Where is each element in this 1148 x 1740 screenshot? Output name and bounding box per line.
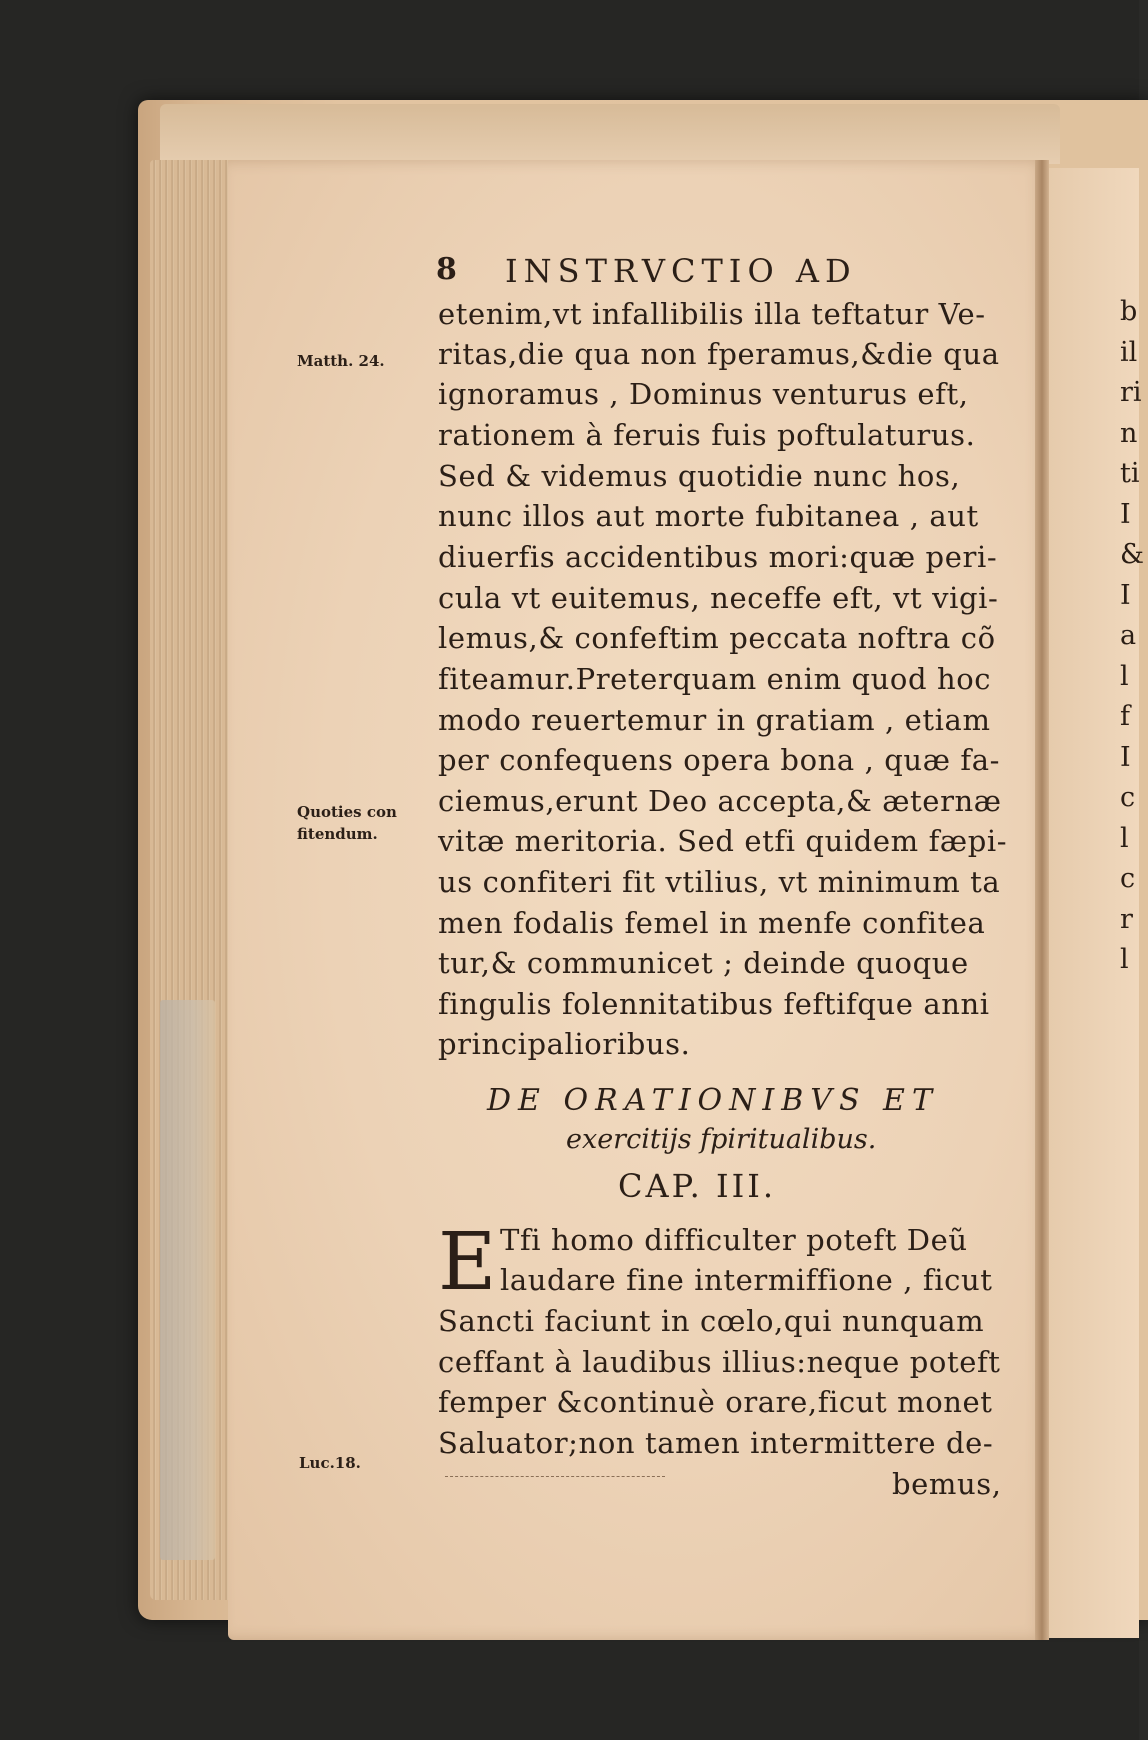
faint-rule — [445, 1476, 665, 1477]
body-line: nunc illos aut morte fubitanea , aut — [438, 499, 979, 533]
body-line: ignoramus , Dominus venturus eft, — [438, 377, 969, 411]
body-line: fiteamur.Preterquam enim quod hoc — [438, 662, 992, 696]
body-line: cula vt euitemus, neceffe eft, vt vigi- — [438, 581, 999, 615]
facing-page-letter: I — [1120, 579, 1131, 611]
book-gutter — [1035, 160, 1049, 1640]
facing-page-letter: a — [1120, 620, 1137, 651]
chapter-line: Sancti faciunt in cœlo,qui nunquam — [438, 1304, 985, 1338]
cover-top-edge — [160, 104, 1060, 164]
page-number: 8 — [436, 252, 457, 287]
worn-page-edges — [160, 1000, 215, 1560]
body-line: per confequens opera bona , quæ fa- — [438, 743, 1001, 777]
section-title: DE ORATIONIBVS ET — [487, 1083, 939, 1118]
body-line: rationem à feruis fuis poftulaturus. — [438, 418, 976, 452]
body-line: men fodalis femel in menfe confitea — [438, 906, 986, 940]
facing-page-letter: l — [1120, 660, 1129, 692]
chapter-heading: CAP. III. — [618, 1167, 777, 1205]
facing-page-letter: & — [1120, 539, 1145, 570]
body-line: ritas,die qua non fperamus,&die qua — [438, 337, 1000, 371]
body-line: modo reuertemur in gratiam , etiam — [438, 703, 991, 737]
chapter-line: femper &continuè orare,ficut monet — [438, 1385, 993, 1419]
body-line: principalioribus. — [438, 1027, 691, 1061]
facing-page-letter: r — [1120, 903, 1133, 935]
margin-note-quoties-1: Quoties con — [297, 803, 397, 821]
chapter-line: laudare fine intermiffione , ficut — [500, 1263, 993, 1297]
facing-page-letter: n — [1120, 417, 1138, 449]
body-line: ciemus,erunt Deo accepta,& æternæ — [438, 784, 1002, 818]
chapter-line: ceffant à laudibus illius:neque poteft — [438, 1345, 1001, 1379]
body-line: vitæ meritoria. Sed etfi quidem fæpi- — [438, 824, 1008, 858]
facing-page-letter: ri — [1120, 377, 1142, 408]
chapter-line: Tfi homo difficulter poteft Deũ — [500, 1223, 968, 1257]
margin-note-quoties-2: fitendum. — [297, 825, 378, 843]
body-line: us confiteri fit vtilius, vt minimum ta — [438, 865, 1001, 899]
facing-page-letter: c — [1120, 863, 1136, 894]
body-line: diuerfis accidentibus mori:quæ peri- — [438, 540, 998, 574]
chapter-line: Saluator;non tamen intermittere de- — [438, 1426, 994, 1460]
facing-page-letter: l — [1120, 944, 1129, 975]
catchword: bemus, — [892, 1467, 1002, 1501]
body-line: etenim,vt infallibilis illa teftatur Ve- — [438, 297, 986, 331]
facing-page-letter: f — [1120, 701, 1130, 732]
margin-note-luc: Luc.18. — [299, 1454, 361, 1472]
body-line: Sed & videmus quotidie nunc hos, — [438, 459, 961, 493]
facing-page-letter: I — [1120, 741, 1131, 773]
facing-page-letter: il — [1120, 336, 1138, 368]
facing-page-letter: b — [1120, 296, 1138, 327]
body-line: fingulis folennitatibus feftifque anni — [438, 987, 990, 1021]
facing-page-letter: c — [1120, 782, 1136, 813]
facing-page-letter: ti — [1120, 458, 1140, 489]
running-title: INSTRVCTIO AD — [505, 252, 857, 290]
body-line: lemus,& confeftim peccata noftra cõ — [438, 621, 996, 655]
body-line: tur,& communicet ; deinde quoque — [438, 946, 969, 980]
drop-cap: E — [438, 1215, 497, 1308]
facing-page-letter: l — [1120, 822, 1129, 854]
facing-page-letter: I — [1120, 498, 1131, 530]
section-subtitle: exercitijs fpiritualibus. — [566, 1124, 877, 1155]
margin-note-matth: Matth. 24. — [297, 352, 385, 370]
